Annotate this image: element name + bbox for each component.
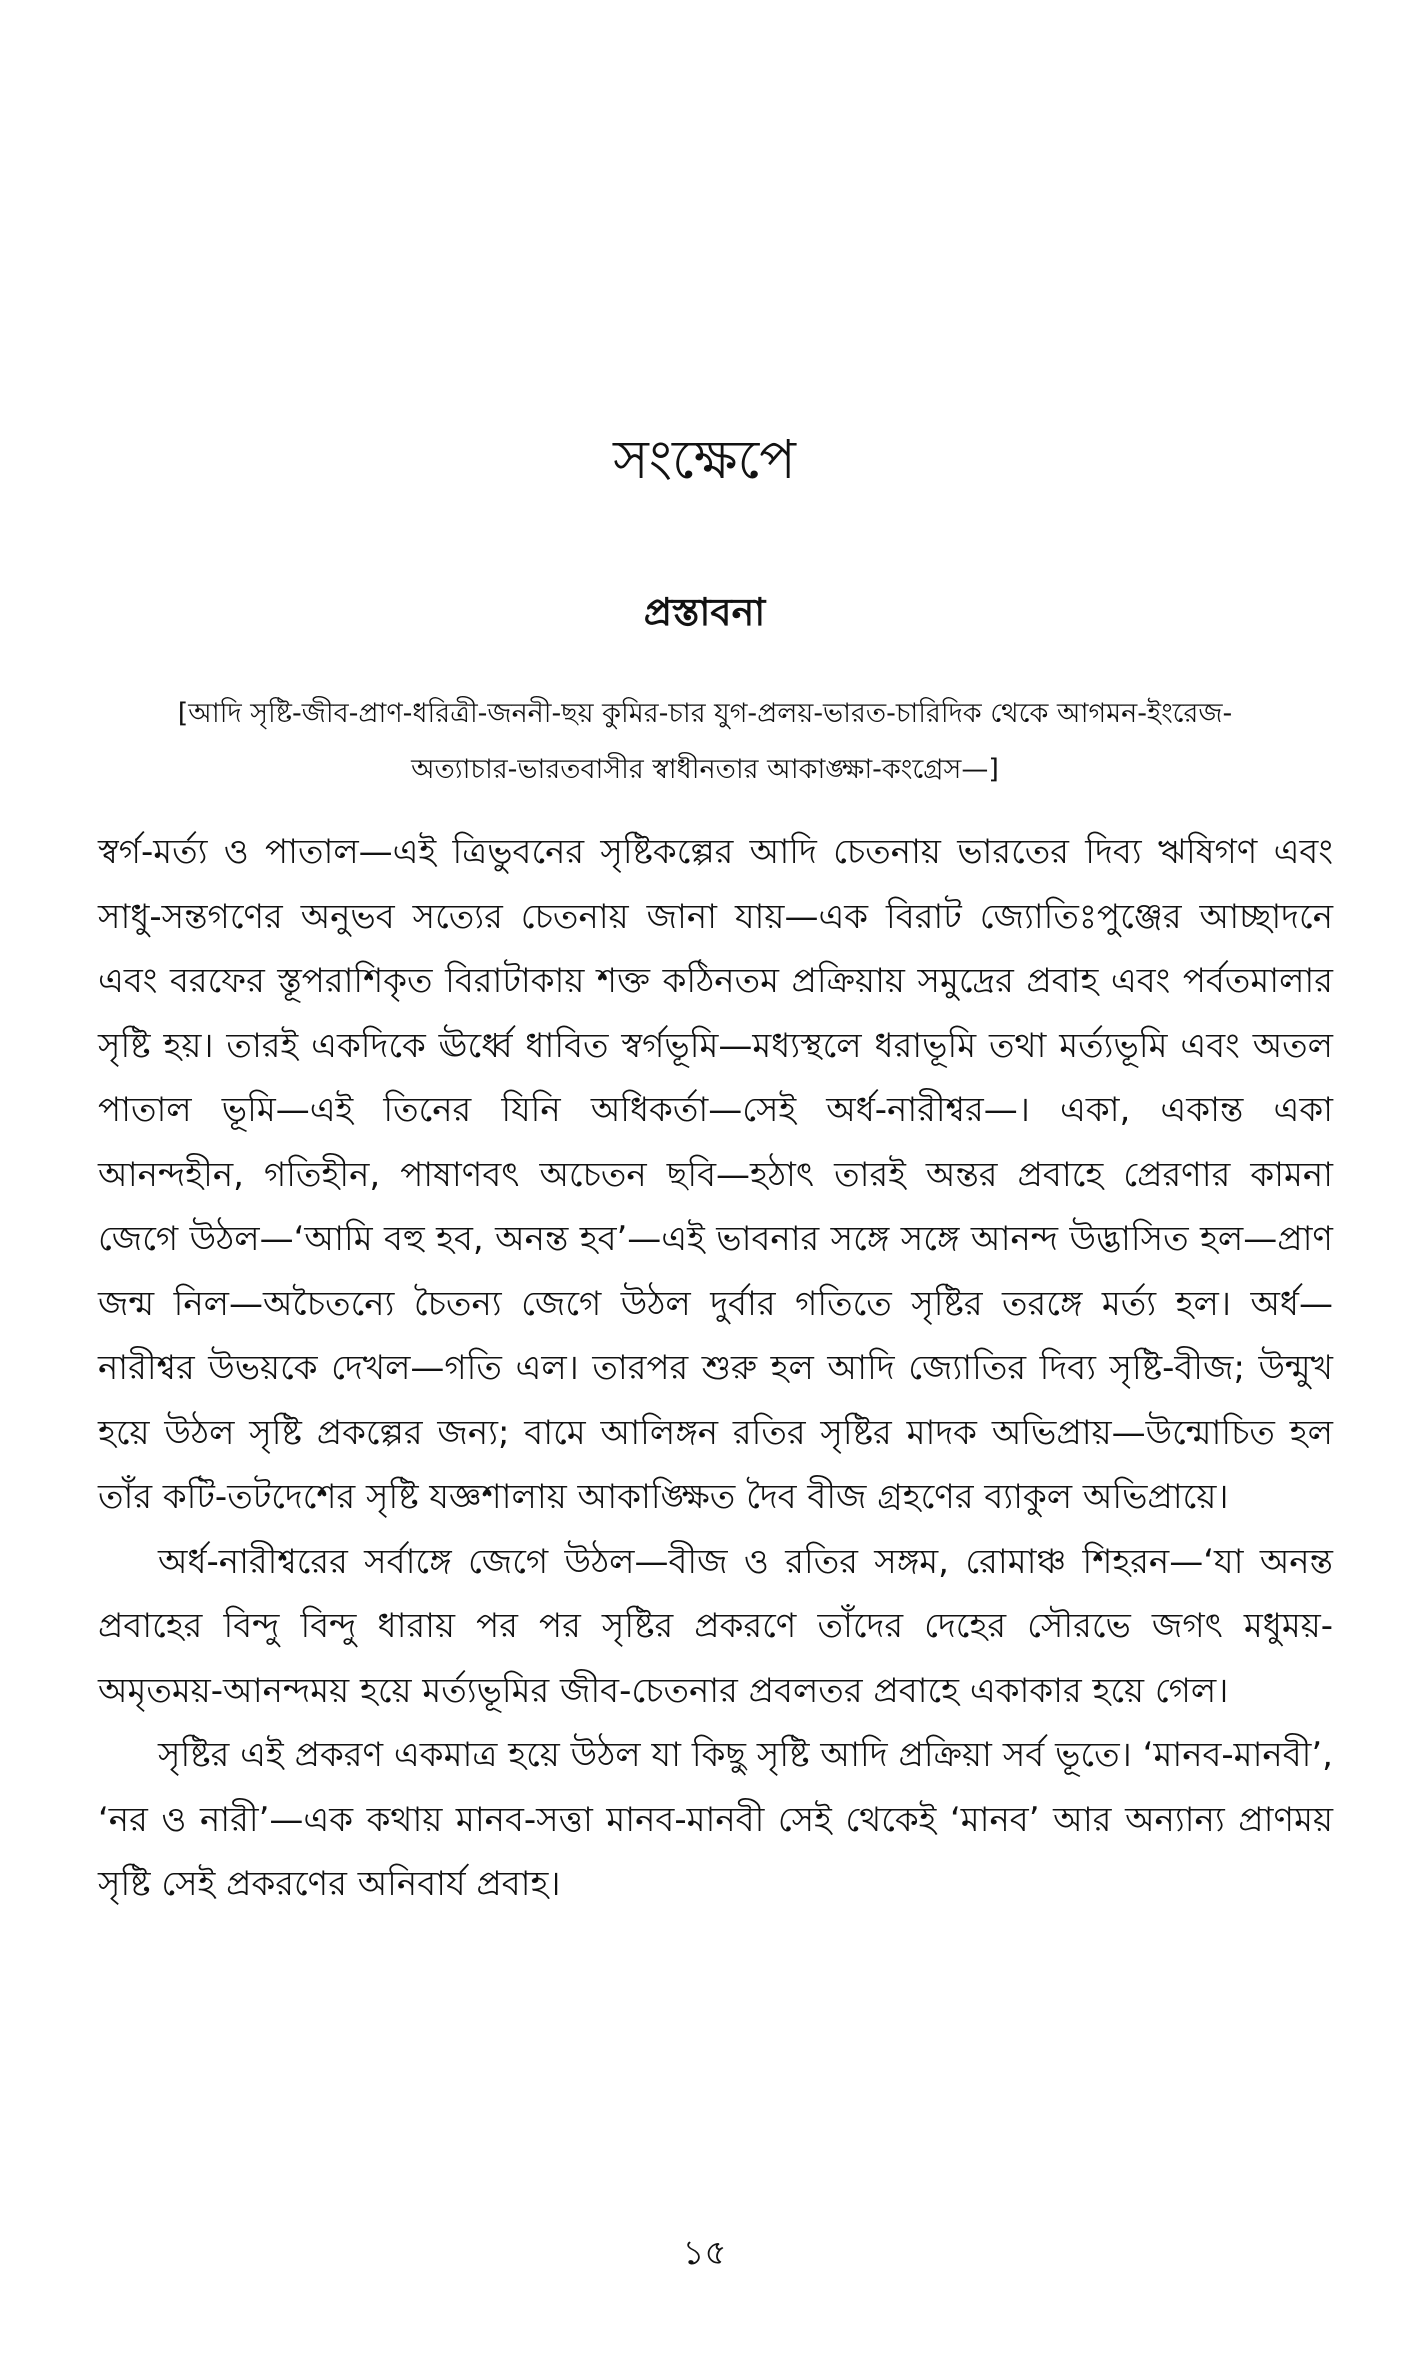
chapter-summary: [আদি সৃষ্টি-জীব-প্রাণ-ধরিত্রী-জননী-ছয় কুমির-চার যুগ-প্রলয়-ভারত-চারিদিক থেকে আগমন-ইংরেজ-অত্যাচার-ভারতবাসীর স্বাধীনতার আকাঙ্ক্ষা-কংগ্রেস—] xyxy=(177,698,1233,785)
body-text xyxy=(98,820,1333,1917)
section-title: প্রস্তাবনা xyxy=(643,590,766,634)
paragraph: স্বর্গ-মর্ত্য ও পাতাল—এই ত্রিভুবনের সৃষ্টিকল্পের আদি চেতনায় ভারতের দিব্য ঋষিগণ এবং সাধু-সন্তগণের অনুভব সত্যের চেতনায় জানা যায়—এক বিরাট জ্যোতিঃপুঞ্জের আচ্ছাদনে এবং বরফের স্তূপরাশিকৃত বিরাটাকায় শক্ত কঠিনতম প্রক্রিয়ায় সমুদ্রের প্রবাহ এবং পর্বতমালার সৃষ্টি হয়। তারই একদিকে ঊর্ধ্বে ধাবিত স্বর্গভূমি—মধ্যস্থলে ধরাভূমি তথা মর্ত্যভূমি এবং অতল পাতাল ভূমি—এই তিনের যিনি অধিকর্তা—সেই অর্ধ-নারীশ্বর—। একা, একান্ত একা আনন্দহীন, গতিহীন, পাষাণবৎ অচেতন ছবি—হঠাৎ তারই অন্তর প্রবাহে প্রেরণার কামনা জেগে উঠল—‘আমি বহু হব, অনন্ত হব’—এই ভাবনার সঙ্গে সঙ্গে আনন্দ উদ্ভাসিত হল—প্রাণ জন্ম নিল—অচৈতন্যে চৈতন্য জেগে উঠল দুর্বার গতিতে সৃষ্টির তরঙ্গে মর্ত্য হল। অর্ধ—নারীশ্বর উভয়কে দেখল—গতি এল। তারপর শুরু হল আদি জ্যোতির দিব্য সৃষ্টি-বীজ; উন্মুখ হয়ে উঠল সৃষ্টি প্রকল্পের জন্য; বামে আলিঙ্গন রতির সৃষ্টির মাদক অভিপ্রায়—উন্মোচিত হল তাঁর কটি-তটদেশের সৃষ্টি যজ্ঞশালায় আকাঙ্ক্ষিত দৈব বীজ গ্রহণের ব্যাকুল অভিপ্রায়ে। xyxy=(98,832,1333,1517)
chapter-title: সংক্ষেপে xyxy=(613,428,796,491)
paragraph: অর্ধ-নারীশ্বরের সর্বাঙ্গে জেগে উঠল—বীজ ও রতির সঙ্গম, রোমাঞ্চ শিহরন—‘যা অনন্ত প্রবাহের বিন্দু বিন্দু ধারায় পর পর সৃষ্টির প্রকরণে তাঁদের দেহের সৌরভে জগৎ মধুময়-অমৃতময়-আনন্দময় হয়ে মর্ত্যভূমির জীব-চেতনার প্রবলতর প্রবাহে একাকার হয়ে গেল। xyxy=(98,1541,1333,1711)
paragraph: সৃষ্টির এই প্রকরণ একমাত্র হয়ে উঠল যা কিছু সৃষ্টি আদি প্রক্রিয়া সর্ব ভূতে। ‘মানব-মানবী’, ‘নর ও নারী’—এক কথায় মানব-সত্তা মানব-মানবী সেই থেকেই ‘মানব’ আর অন্যান্য প্রাণময় সৃষ্টি সেই প্রকরণের অনিবার্য প্রবাহ। xyxy=(98,1735,1333,1904)
page-number: ১৫ xyxy=(682,2233,727,2273)
